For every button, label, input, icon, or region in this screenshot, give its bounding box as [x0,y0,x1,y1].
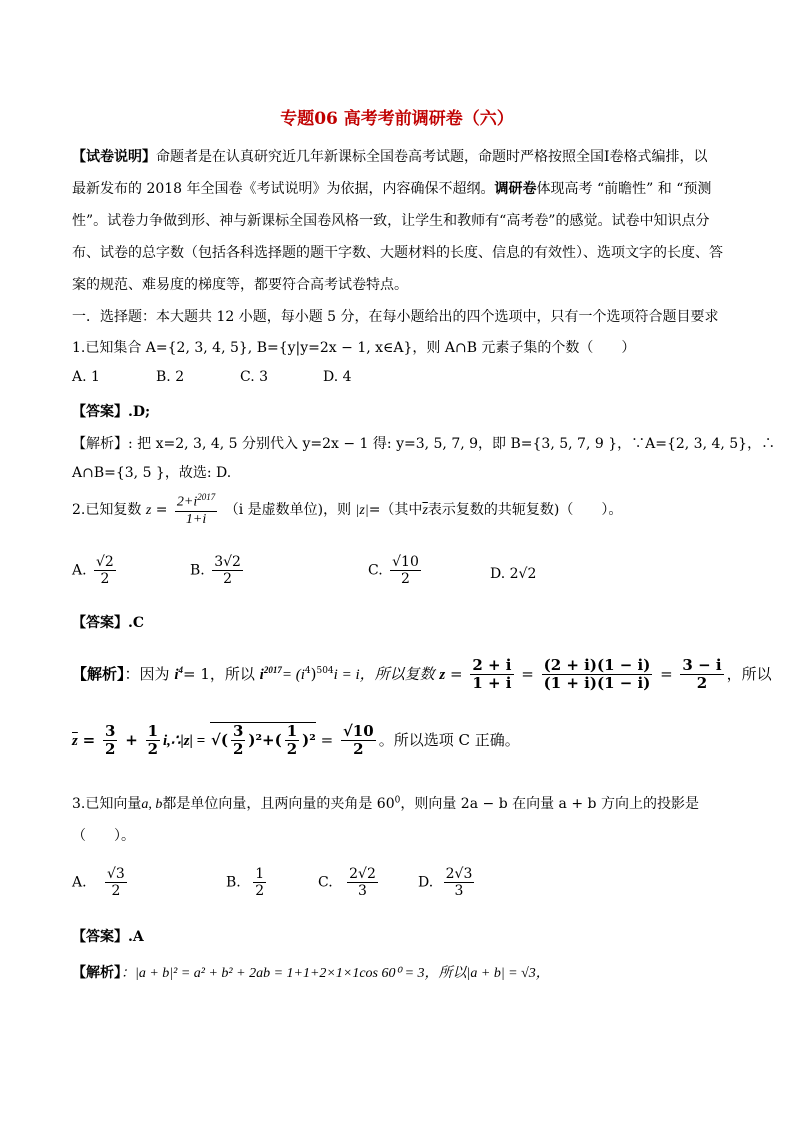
q1-analysis-2: A∩B={3, 5 }，故选: D. [72,465,232,481]
q3-option-d: D. $\frac{2√3}{3}$ [418,866,473,900]
q3-stem: 3.已知向量a, b都是单位向量，且两向量的夹角是 $60^0$，则向量 2a − b 在向量 a + b 方向上的投影是 [72,795,699,812]
intro-line-4: 布、试卷的总字数（包括各科选择题的题干字数、大题材料的长度、信息的有效性）、选项文字的长度、答 [72,245,723,261]
q2-analysis-2: $\overline{z}$ = $\frac{3}{2}$ + $\frac{1}{2}$ i,∴|z| = √( $\frac{3}{2}$ )²+( $\frac{1}{2}$ )² = $\frac{√10}{2}$ 。所以选项 C 正确。 [72,722,520,759]
q2-stem: 2.已知复数 z = $\frac{2+i^{2017}}{1+i}$ （i 是虚数单位)，则 |z|=（其中$\overline{z}$表示复数的共轭复数)（ ）。 [72,492,623,527]
intro-line-3: 性”。试卷力争做到形、神与新课标全国卷风格一致，让学生和教师有“高考卷”的感觉。试卷中知识点分 [72,213,710,229]
q3-stem-line2: （ ）。 [72,828,135,844]
intro-line-5: 案的规范、难易度的梯度等，都要符合高考试卷特点。 [72,277,408,293]
page-title: 专题06 高考考前调研卷（六） [280,109,514,129]
q1-option-c: C. 3 [240,369,269,385]
q1-option-a: A. 1 [72,369,100,385]
q2-fraction: $\frac{2+i^{2017}}{1+i}$ [176,492,216,527]
q2-option-c: C. $\frac{√10}{2}$ [368,554,419,588]
q1-analysis-1: 【解析】: 把 x=2, 3, 4, 5 分别代入 y=2x − 1 得: y=3, 5, 7, 9，即 B={3, 5, 7, 9 }，∵A={2, 3, 4, 5}，∴ [72,436,776,452]
q3-analysis: 【解析】：|a + b|² = a² + b² + 2ab = 1+1+2×1×1cos 60⁰ = 3，所以|a + b| = √3， [72,965,550,981]
intro-line-2: 最新发布的 2018 年全国卷《考试说明》为依据，内容确保不超纲。调研卷体现高考 “前瞻性” 和 “预测 [72,181,712,197]
intro-line-1: 【试卷说明】命题者是在认真研究近几年新课标全国卷高考试题，命题时严格按照全国Ⅰ卷格式编排，以 [72,149,708,165]
q1-option-b: B. 2 [156,369,185,385]
q1-stem: 1.已知集合 A={2, 3, 4, 5}, B={y|y=2x − 1, x∈A}，则 A∩B 元素子集的个数（ ） [72,340,636,356]
q2-option-b: B. $\frac{3√2}{2}$ [190,554,241,588]
q3-option-a: A. $\frac{√3}{2}$ [72,866,125,900]
q2-analysis-1: 【解析】：因为 $i^4= 1$，所以 $i^{2017}= (i^4)^{504}i = i$，所以复数 z = $\frac{2 + i}{1 + i}$ = $\frac{(2 + i)(1 - i)}{(1 + i)(1 - i)}$ = $\frac{3 - i}{2}$ ，所以 [72,656,772,693]
q2-answer: 【答案】.C [72,615,145,631]
section-heading: 一．选择题：本大题共 12 小题，每小题 5 分，在每小题给出的四个选项中，只有一个选项符合题目要求 [72,309,719,325]
q2-option-a: A. $\frac{√2}{2}$ [72,554,114,588]
q3-option-b: B. $\frac{1}{2}$ [226,866,265,900]
intro-label: 【试卷说明】 [72,149,156,165]
q2-option-d: D. 2√2 [490,566,537,582]
q3-answer: 【答案】.A [72,929,144,945]
q3-option-c: C. $\frac{2√2}{3}$ [318,866,376,900]
q1-option-d: D. 4 [323,369,352,385]
q1-answer: 【答案】.D; [72,404,151,420]
